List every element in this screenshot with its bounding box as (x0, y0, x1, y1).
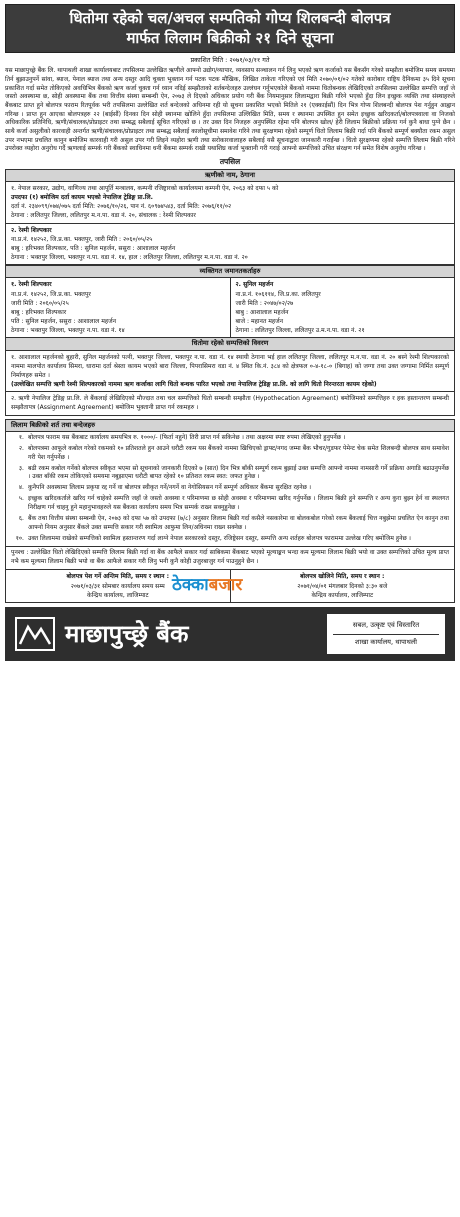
property-1-text: १. आशालाल महर्जनको बुहारी, सुनिल महर्जनको पत्नी, भक्तपुर जिल्ला, भक्तपुर न.पा. वडा नं. १४ स्थायी ठेगाना भई हाल ललितपुर जिल्ला, ललितपुर म.न.पा. वडा नं. २० बस्ने रेश्मी शिल्पकारको नाममा मालपोत कार्यालय सिमरा, धारामा दर्ता श्रेस्ता कायम भएको बारा जिल्ला, पिपरासिमरा वडा नं. ४ स्थित कि.नं. ३८४ को क्षेत्रफल ०-४-१८-० (बिगाह) को जग्गा तथा उक्त जग्गामा निर्मित सम्पूर्ण निर्माणहरु समेत । (11, 353, 449, 379)
term-item (6, 483, 454, 494)
term-text: कुनैपनि अवस्थामा लिलाम प्रकृया रद्द गर्ने वा बोलपत्र स्वीकृत गर्ने/नगर्ने वा नेगोसियसन गर्ने सम्पूर्ण अधिकार बैंकमा सुरक्षित रहनेछ । (28, 484, 312, 492)
term-item (6, 514, 454, 534)
guarantor-row (6, 278, 454, 338)
term-item (6, 444, 454, 464)
property-2-text: २. ऋणी नेपालिज ट्रेडिङ्ग प्रा.लि. ले बैंकलाई लेखिदिएको मौज्दात तथा चल सम्पत्तिको धितो सम्बन्धी सम्झौता (Hypothecation Agreement) बमोजिमको सम्पत्तिहरु र हक हस्तान्तरण सम्बन्धी सम्झौतापत्र (Assignment Agreement) बमोजिम भुक्तानी प्राप्त गर्न रकमहरु । (11, 395, 449, 412)
term-item (6, 464, 454, 484)
guarantor-2-father: बाबु : आशालाल महर्जन (235, 308, 289, 316)
term-number: ३. (18, 464, 24, 472)
guarantor-2-issued: जारी मिति : २०४७/०२/२७ (235, 299, 294, 307)
guarantor-2 (231, 278, 455, 337)
notice-intro: यस माछापुच्छ्रे बैंक लि. थापाथली शाखा कार्यालयबाट तपसिलमा उल्लेखित ऋणीले आफ्नो उद्योग/व्यापार, व्यवसाय सञ्चालन गर्न लिनु भएको ऋण कर्जाको यस बैंकसँग गरेको सम्झौता बमोजिम समय समयमा तिर्न बुझाउनुपर्ने सांवा, ब्याज, पेनाल ब्याज तथा अन्य दस्तुर आदि चुक्ता भुक्तान गर्न पटक पटक मौखिक, लिखित ताकेता गरिएको एवं मिति २०७०/०१/०२ गतेको कारोबार राष्ट्रिय दैनिकमा ३५ दिने सूचना प्रकाशित गर्दा समेत तोकिएको अवधिभित्र बैंकको ऋण कर्जा चुक्ता गर्न ध्यान नदिई सम्झौताको शर्तबन्देजहरु उल्लंघन गर्नुभएकोले बैंकको नाममा धितोबन्धक लेखिदिएको तपसिलमा उल्लेखित सम्पत्ति जहाँ जे जस्तो अवस्थामा छ, सोही अवस्थामा बैंक तथा वित्तीय संस्था सम्बन्धी ऐन, २०७३ ले दिएको अधिकार प्रयोग गरी बैंक नियमानुसार लिलामद्वारा बिक्री गरिने भएको हुँदा लिन इच्छुक व्यक्ति तथा संस्थाहरुले बैंकबाट प्राप्त हुने बोलपत्र फाराम रितपूर्वक भरी तपसिलमा उल्लेखित शर्त बन्देजको अधिनमा रही यो सूचना प्रकाशित भएको मितिले २१ (एक्काईसौं) दिन भित्र गोप्य शिलबन्दी बोलपत्र पेश गर्नुहुन आह्वान गरिन्छ । प्राप्त हुन आएका बोलपत्रहरु २२ (बाईसौं) दिनका दिन सोही स्थानमा खोलिने हुँदा तपसिलमा उल्लिखित मिति, समय र स्थानमा उपस्थित हुन समेत इच्छुक खरिदकर्ता/बोलपत्रवाला वा निजको अधिकारिक प्रतिनिधि, ऋणी/संचालक/प्रोप्राइटर तथा सम्बद्ध सबैलाई सूचित गरिएको छ । तर उक्त दिन निजहरु अनुपस्थित रहेमा पनि बोलपत्र खोल/ हेरी लिलाम बिक्रीको प्रक्रिया गर्न कुनै बाधा पुग्ने छैन । साथै कर्जा असुलीको कारवाही अन्तर्गत ऋणी/संचालक/प्रोप्राइटर तथा सम्बद्ध सबैलाई कालोसूचीमा समावेश गरिने तथा सुरक्षणमा रहेको सम्पूर्ण धितो लिलाम बिक्री गर्दा पनि बैंकको सम्पूर्ण बक्यौता रकम असुल उपर नभएमा प्रचलित कानुन बमोजिम कारवाही गरी असुल उपर गरी लिइने व्यहोरा ऋणी तथा सरोकारवालाहरु सबैलाई यसै सूचनाद्वारा जानकारी गराईन्छ । धितो सुरक्षणमा रहेको सम्पत्ति लिलाम बिक्री गरिने उपरोक्त व्यहोरा अनुरोध गर्दै ऋणलाई सम्पर्क गरी बैंकको स्वाधिनमा धनी बैंकमा सम्पर्क राखी यथाशिघ्र कर्जा भुक्तानी गरी गराई आफ्नो सम्पत्तिको उचित संरक्षण गर्न समेत विशेष अनुरोध गरिन्छ । (5, 67, 455, 153)
term-text: इच्छुक खरिदकर्ताले खरिद गर्न चाहेको सम्पत्ति जहाँ जे जस्तो अवस्था र परिमाणमा छ सोही अवस्था र परिमाणमा खरिद गर्नुपर्नेछ । लिलाम बिक्री हुने सम्पत्ति र अन्य कुरा बुझ्न हेर्न वा स्थलगत निरीक्षण गर्न चाहनु हुने महानुभावहरुले यस बैंकका कार्यालय समय भित्र सम्पर्क राख्न सक्नुहुनेछ । (28, 495, 449, 512)
submission-info (6, 570, 231, 601)
borrower-1-line2: उपदफा (१) बमोजिम दर्ता कायम भएको नेपालिज ट्रेडिङ्ग प्रा.लि. (11, 194, 153, 202)
tapsil-heading: तपसिल (219, 157, 241, 167)
guarantor-2-name: २. सुनिल महर्जन (235, 281, 274, 289)
opening-info (231, 570, 455, 601)
term-text: बढी रकम कबोल गर्नेको बोलपत्र स्वीकृत भएमा सो सूचनाको जानकारी दिएको ७ (सात) दिन भित्र बाँकी सम्पूर्ण रकम बुझाई उक्त सम्पत्ति आफ्नो नाममा नामसारी गर्ने प्रक्रिया अगाडि बढाउनुपर्नेछ । उक्त बाँकी रकम तोकिएको समयमा नबुझाएमा धरौटी बापत रहेको १० प्रतिशत रकम स्वत: जफत हुनेछ । (28, 464, 449, 481)
term-number: २. (18, 444, 24, 452)
bank-name: माछापुच्छ्रे बैंक (65, 619, 189, 648)
guarantor-1-citizenship: ना.प्र.नं. १४२५२, जि.प्र.का. भक्तपुर (11, 290, 91, 298)
punascha-note: पुनश्च : उल्लेखित धितो लेखिदिएको सम्पत्ति लिलाम बिक्री गर्दा वा बैंक आफैले सकार गर्दा साबिकमा बैंकबाट भएको मूल्याङ्कन भन्दा कम मूल्यमा लिलाम बिक्री भयो वा उक्त सम्पत्तिको उचित मूल्य प्राप्त नभै कम मूल्यमा लिलाम बिक्री भयो वा बैंक आफैले सकार गरी लिनु भनी कुनै कोही उजुरबाजुर गर्न पाउनुहुने छैन । (6, 546, 454, 571)
term-text: बोलपत्रमा आफूले कबोल गरेको रकमको १० प्रतिशतले हुन आउने धरौटी रकम यस बैंकको नाममा खिचिएको ड्राफ्ट/नगद जम्मा बैंक भौचर/गुडफर पेमेन्ट चेक समेत शिलबन्दी बोलपत्र साथ समावेश गरी पेश गर्नुपर्नेछ । (28, 444, 449, 461)
borrower-2-line4: ठेगाना : भक्तपुर जिल्ला, भक्तपुर न.पा. वडा नं. १४, हाल : ललितपुर जिल्ला, ललितपुर म.न.पा. वडा नं. २० (11, 253, 248, 261)
borrower-2-line1: २. रेश्मी शिल्पकार (11, 226, 52, 234)
guarantor-heading: व्यक्तिगत जमानतकर्ताहरु (6, 265, 454, 278)
guarantor-1-father: बाबु : हरिभक्त शिल्पकार (11, 308, 67, 316)
submission-place: केन्द्रिय कार्यालय, लाजिम्पाट (86, 591, 149, 599)
borrower-1-line3: दर्ता नं. २३४०९९/०७४/०७५ दर्ता मिति: २०७६/१०/२६, पान नं. ६०९७४५४३, दर्ता मिति: २०७६/११/०२ (11, 203, 232, 211)
term-text: बोलपत्र फाराम यस बैंकबाट कार्यालय समयभित्र रु. १०००/- (फिर्ता नहुने) तिरी प्राप्त गर्न सकिनेछ । तथा अक्षरमा स्पष्ट रुपमा लेखिएको हुनुपर्नेछ । (28, 433, 346, 441)
guarantor-2-citizenship: ना.प्र.नं. १०६११४, जि.प्र.का. ललितपुर (235, 290, 321, 298)
watermark-part2: बजार (208, 575, 243, 595)
notice-title-line2: मार्फत लिलाम बिक्रीको २१ दिने सूचना (126, 29, 334, 47)
guarantor-2-relation: बाजे : महानत महर्जन (235, 318, 284, 326)
borrower-1-line1: १. नेपाल सरकार, उद्योग, वाणिज्य तथा आपूर्ति मन्त्रालय, कम्पनी रजिष्ट्रारको कार्यालयमा कम्पनी ऐन, २०६३ को दफा ५ को (11, 185, 279, 192)
opening-date: २०७१/०४/०१ मंगलबार दिनको ३:३० बजे (297, 582, 388, 590)
borrower-1-line4: ठेगाना : ललितपुर जिल्ला, ललितपुर म.न.पा. वडा नं. २०, संचालक : रेश्मी शिल्पकार (11, 212, 196, 220)
bank-footer (5, 607, 455, 661)
property-2 (6, 392, 454, 414)
borrower-1 (6, 182, 454, 224)
mountain-logo-icon (15, 617, 55, 651)
guarantor-1-issued: जारी मिति : २०६०/०५/२५ (11, 299, 69, 307)
published-date: प्रकाशित मिति : २०७१/०३/११ गते (190, 56, 270, 64)
borrower-2-line3: बाबु : हरिभक्त शिल्पकार, पति : सुनिल महर्जन, ससुरा : आशालाल महर्जन (11, 244, 176, 252)
terms-list (6, 432, 454, 546)
terms-table (5, 419, 455, 603)
term-text: उक्त लिलाममा राखेको सम्पत्तिको स्वामित्व हस्तान्तरण गर्दा लाग्ने नेपाल सरकारको दस्तुर, रजिष्ट्रेसन दस्तुर, सम्पत्ति अन्य शर्तहरु बोलपत्र फाराममा उल्लेख गरिए बमोजिम हुनेछ । (28, 534, 411, 542)
opening-title: बोलपत्र खोलिने मिति, समय र स्थान : (300, 573, 385, 581)
details-table (5, 169, 455, 416)
term-number: १. (18, 433, 24, 441)
submission-date: २०७१/०३/३१ सोमबार कार्यालय समय सम्म (70, 582, 165, 590)
guarantor-1 (6, 278, 231, 337)
guarantor-1-name: १. रेश्मी शिल्पकार (11, 281, 52, 289)
term-number: ५. (18, 495, 24, 503)
watermark-part1: ठेक्का (172, 575, 209, 595)
term-item (6, 494, 454, 514)
property-1 (6, 351, 454, 393)
terms-heading: लिलाम बिक्रीको शर्त तथा बन्देजहरु (6, 420, 454, 432)
term-number: १०. (15, 534, 24, 542)
opening-place: केन्द्रिय कार्यालय, लाजिम्पाट (311, 591, 374, 599)
notice-title-line1: धितोमा रहेको चल/अचल सम्पतिको गोप्य शिलबन्दी बोलपत्र (69, 9, 391, 27)
borrower-heading: ऋणीको नाम, ठेगाना (6, 170, 454, 182)
bank-info-box (327, 614, 445, 654)
guarantor-1-relation: पति : सुनिल महर्जन, ससुरा : आशालाल महर्जन (11, 318, 116, 326)
term-number: ६. (18, 515, 24, 523)
guarantor-2-address: ठेगाना : ललितपुर जिल्ला, ललितपुर उ.म.न.पा. वडा नं. २१ (235, 327, 365, 335)
property-1-note: (उल्लेखित सम्पत्ति ऋणी रेश्मी शिल्पकारको नाममा ऋण कर्जाका लागि धितो बन्धक पारित भएको तथा नेपालिज ट्रेडिङ्ग प्रा.लि. को लागि धितो निरन्तरता कायम रहेको) (11, 381, 377, 389)
guarantor-1-address: ठेगाना : भक्तपुर जिल्ला, भक्तपुर न.पा. वडा नं. १४ (11, 327, 125, 335)
schedule-row (6, 570, 454, 601)
term-text: बैंक तथा वित्तीय संस्था सम्बन्धी ऐन, २०७३ को दफा ५७ को उपदफा (७/८) अनुसार लिलाम बिक्री गर्दा कसैले नसकारेमा वा बोलकबोल गरेको रकम बैंकलाई चित्त नबुझेमा प्रचलित ऐन कानुन तथा आफ्नो नियम अनुसार बैंकले उक्त सम्पत्ति सकार गरी स्वामित्व आफुमा लिन/अधिनमा राख्न सक्नेछ । (28, 515, 449, 531)
bank-branch: शाखा कार्यालय, थापाथली (355, 637, 417, 646)
term-number: ४. (18, 484, 24, 492)
property-heading: धितोमा रहेको सम्पत्तिको विवरण (6, 338, 454, 350)
submission-title: बोलपत्र पेश गर्ने अन्तिम मिति, समय र स्थान : (66, 573, 170, 581)
bank-tagline: सबल, उत्कृष्ट एवं विस्तारित (333, 621, 439, 635)
borrower-2 (6, 224, 454, 266)
term-item (6, 433, 454, 444)
borrower-2-line2: ना.प्र.नं. १४२५२, जि.प्र.का. भक्तपुर, जारी मिति : २०६०/०५/२५ (11, 235, 153, 243)
term-item (6, 534, 454, 545)
notice-title (5, 4, 455, 53)
